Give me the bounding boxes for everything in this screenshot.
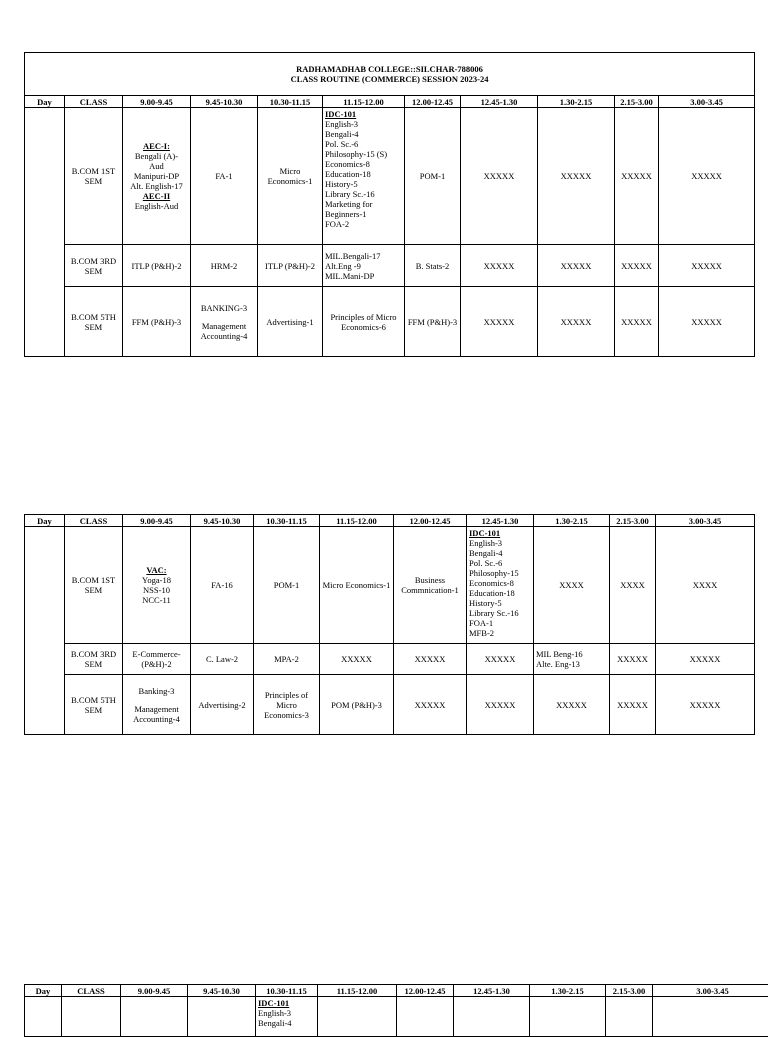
- class-cell: B.COM 3RD SEM: [65, 245, 123, 287]
- slot-cell: Micro Economics-1: [320, 527, 394, 644]
- routine-title: [25, 53, 755, 96]
- slot-cell: [653, 997, 768, 1037]
- slot-cell: FFM (P&H)-3: [405, 287, 461, 357]
- class-cell: [62, 997, 121, 1037]
- slot-cell: XXXXX: [461, 108, 538, 245]
- class-cell: B.COM 1ST SEM: [65, 527, 123, 644]
- col-time: 3.00-3.45: [656, 515, 755, 527]
- slot-cell: [606, 997, 653, 1037]
- slot-cell: XXXXX: [659, 287, 755, 357]
- col-day: Day: [25, 985, 62, 997]
- col-time: 2.15-3.00: [610, 515, 656, 527]
- slot-cell: XXXX: [656, 527, 755, 644]
- day-label-monday: [25, 108, 65, 357]
- slot-cell: XXXXX: [538, 108, 615, 245]
- col-time: 9.00-9.45: [121, 985, 188, 997]
- slot-cell: MIL.Bengali-17 Alt.Eng -9 MIL.Mani-DP: [323, 245, 405, 287]
- slot-cell: Advertising-1: [258, 287, 323, 357]
- slot-cell: E-Commerce-(P&H)-2: [123, 644, 191, 675]
- slot-cell: POM-1: [405, 108, 461, 245]
- slot-cell: XXXXX: [467, 675, 534, 735]
- header-row: [25, 96, 755, 108]
- slot-cell: [318, 997, 397, 1037]
- table-row: [25, 997, 768, 1037]
- slot-cell: Business Commnication-1: [394, 527, 467, 644]
- class-cell: B.COM 5TH SEM: [65, 675, 123, 735]
- slot-cell: [121, 997, 188, 1037]
- slot-cell: XXXXX: [538, 287, 615, 357]
- slot-cell: FFM (P&H)-3: [123, 287, 191, 357]
- slot-cell: POM-1: [254, 527, 320, 644]
- slot-cell: ITLP (P&H)-2: [258, 245, 323, 287]
- tuesday-routine-table: [24, 514, 755, 735]
- slot-cell: XXXXX: [320, 644, 394, 675]
- slot-cell: VAC: Yoga-18 NSS-10 NCC-11: [123, 527, 191, 644]
- slot-cell: XXXX: [610, 527, 656, 644]
- col-day: Day: [25, 515, 65, 527]
- class-cell: B.COM 1ST SEM: [65, 108, 123, 245]
- col-time: 11.15-12.00: [323, 96, 405, 108]
- slot-cell: XXXXX: [538, 245, 615, 287]
- slot-cell: XXXXX: [615, 245, 659, 287]
- idc-slot-cell: IDC-101 English-3 Bengali-4: [256, 997, 318, 1037]
- class-cell: B.COM 3RD SEM: [65, 644, 123, 675]
- col-time: 9.00-9.45: [123, 515, 191, 527]
- col-time: 2.15-3.00: [615, 96, 659, 108]
- slot-cell: [397, 997, 454, 1037]
- slot-cell: HRM-2: [191, 245, 258, 287]
- slot-cell: [188, 997, 256, 1037]
- col-time: 12.00-12.45: [397, 985, 454, 997]
- day-label-tuesday: [25, 527, 65, 735]
- col-time: 2.15-3.00: [606, 985, 653, 997]
- slot-cell: XXXXX: [615, 287, 659, 357]
- slot-cell: B. Stats-2: [405, 245, 461, 287]
- idc-slot-cell: IDC-101 English-3 Bengali-4 Pol. Sc.-6 Philosophy-15 (S) Economics-8 Education-18 History-5 Library Sc.-16 Marketing for Beginners-1 FOA-2: [323, 108, 405, 245]
- slot-cell: MIL Beng-16 Alte. Eng-13: [534, 644, 610, 675]
- col-time: 9.45-10.30: [191, 515, 254, 527]
- col-time: 1.30-2.15: [534, 515, 610, 527]
- col-class: CLASS: [65, 515, 123, 527]
- slot-cell: Micro Economics-1: [258, 108, 323, 245]
- col-time: 9.00-9.45: [123, 96, 191, 108]
- slot-cell: Banking-3 Management Accounting-4: [123, 675, 191, 735]
- slot-cell: XXXXX: [659, 245, 755, 287]
- header-row: [25, 515, 755, 527]
- slot-cell: [530, 997, 606, 1037]
- slot-cell: XXXXX: [534, 675, 610, 735]
- slot-cell: XXXXX: [461, 287, 538, 357]
- col-time: 9.45-10.30: [191, 96, 258, 108]
- header-row: [25, 985, 768, 997]
- slot-cell: XXXXX: [656, 644, 755, 675]
- slot-cell: Principles of Micro Economics-6: [323, 287, 405, 357]
- col-time: 1.30-2.15: [530, 985, 606, 997]
- day-cell: [25, 997, 62, 1037]
- slot-cell: POM (P&H)-3: [320, 675, 394, 735]
- slot-cell: XXXXX: [610, 644, 656, 675]
- col-time: 12.00-12.45: [394, 515, 467, 527]
- slot-cell: ITLP (P&H)-2: [123, 245, 191, 287]
- slot-cell: FA-1: [191, 108, 258, 245]
- col-time: 3.00-3.45: [653, 985, 768, 997]
- col-class: CLASS: [65, 96, 123, 108]
- next-day-routine-table: [24, 984, 768, 1037]
- col-time: 10.30-11.15: [258, 96, 323, 108]
- col-time: 3.00-3.45: [659, 96, 755, 108]
- table-row: [25, 245, 755, 287]
- col-day: Day: [25, 96, 65, 108]
- col-time: 11.15-12.00: [318, 985, 397, 997]
- slot-cell: Principles of Micro Economics-3: [254, 675, 320, 735]
- col-time: 12.45-1.30: [454, 985, 530, 997]
- slot-cell: XXXXX: [615, 108, 659, 245]
- idc-slot-cell: IDC-101 English-3 Bengali-4 Pol. Sc.-6 Philosophy-15 Economics-8 Education-18 History-5 Library Sc.-16 FOA-1 MFB-2: [467, 527, 534, 644]
- routine-subtitle: CLASS ROUTINE (COMMERCE) SESSION 2023-24: [27, 74, 752, 84]
- table-row: [25, 644, 755, 675]
- slot-cell: XXXXX: [656, 675, 755, 735]
- col-time: 10.30-11.15: [256, 985, 318, 997]
- slot-cell: XXXXX: [394, 675, 467, 735]
- col-time: 12.45-1.30: [461, 96, 538, 108]
- col-time: 11.15-12.00: [320, 515, 394, 527]
- slot-cell: MPA-2: [254, 644, 320, 675]
- col-class: CLASS: [62, 985, 121, 997]
- col-time: 1.30-2.15: [538, 96, 615, 108]
- slot-cell: [454, 997, 530, 1037]
- table-row: [25, 287, 755, 357]
- slot-cell: AEC-I: Bengali (A)- Aud Manipuri-DP Alt. English-17 AEC-II English-Aud: [123, 108, 191, 245]
- slot-cell: XXXXX: [461, 245, 538, 287]
- col-time: 12.45-1.30: [467, 515, 534, 527]
- monday-routine-table: [24, 52, 755, 357]
- table-row: [25, 527, 755, 644]
- table-row: [25, 675, 755, 735]
- col-time: 9.45-10.30: [188, 985, 256, 997]
- slot-cell: BANKING-3 Management Accounting-4: [191, 287, 258, 357]
- slot-cell: XXXX: [534, 527, 610, 644]
- slot-cell: C. Law-2: [191, 644, 254, 675]
- col-time: 12.00-12.45: [405, 96, 461, 108]
- slot-cell: XXXXX: [659, 108, 755, 245]
- class-cell: B.COM 5TH SEM: [65, 287, 123, 357]
- table-row: [25, 108, 755, 245]
- slot-cell: XXXXX: [467, 644, 534, 675]
- slot-cell: XXXXX: [394, 644, 467, 675]
- college-name: RADHAMADHAB COLLEGE::SILCHAR-788006: [27, 64, 752, 74]
- slot-cell: Advertising-2: [191, 675, 254, 735]
- col-time: 10.30-11.15: [254, 515, 320, 527]
- slot-cell: FA-16: [191, 527, 254, 644]
- slot-cell: XXXXX: [610, 675, 656, 735]
